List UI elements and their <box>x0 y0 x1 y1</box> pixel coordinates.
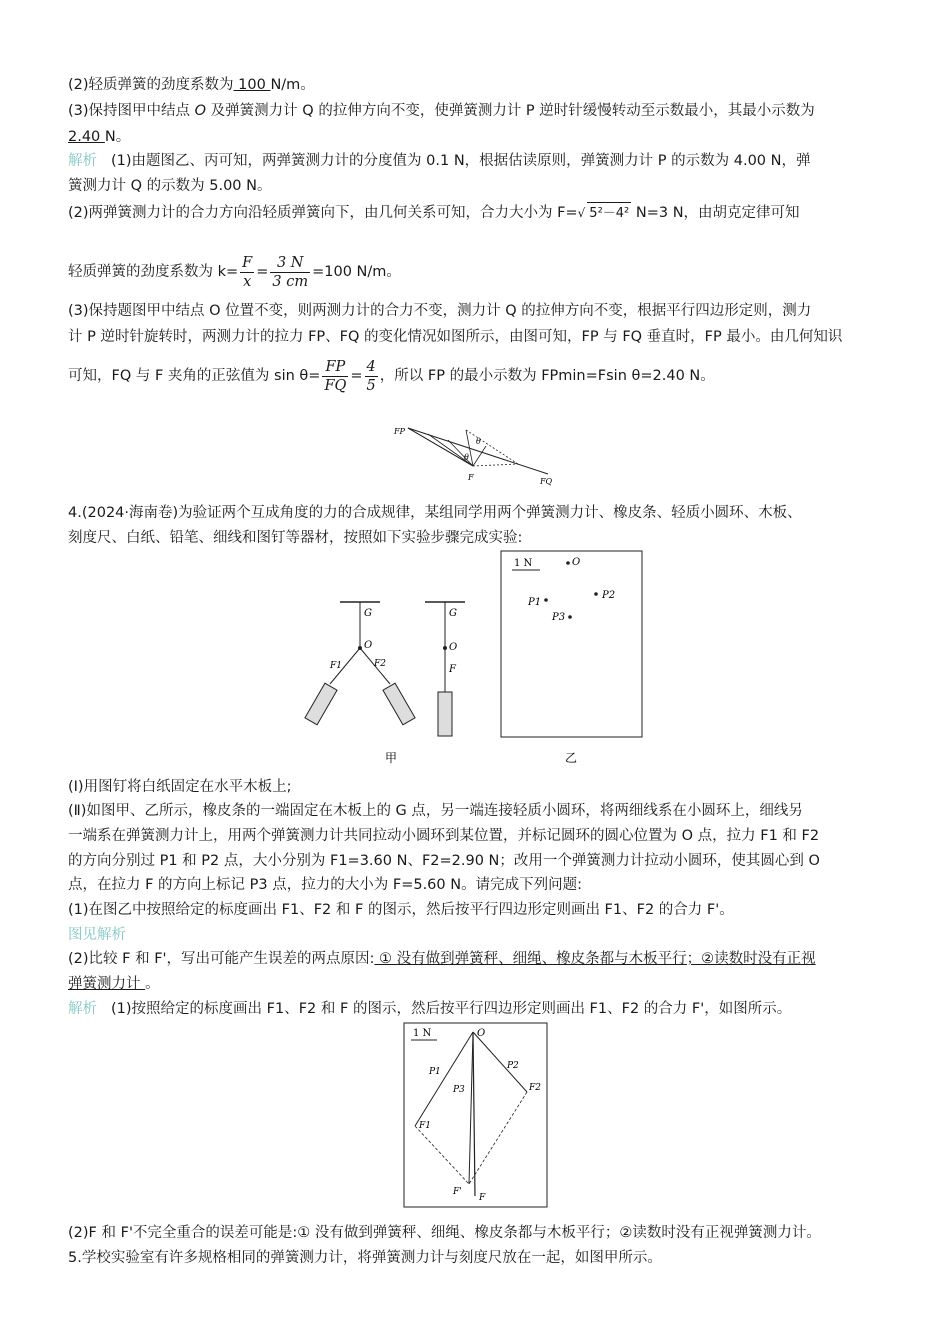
answer-blank: 弹簧测力计 <box>68 976 146 992</box>
answer-blank: 100 <box>233 77 271 93</box>
text: 点，在拉力 F 的方向上标记 P3 点，拉力的大小为 F=5.60 N。请完成下列问题: <box>68 877 582 893</box>
den: 3 cm <box>272 273 309 290</box>
label-theta: θ <box>476 437 481 446</box>
label-p1: P1 <box>429 1067 441 1077</box>
den: x <box>243 273 252 290</box>
fprime-arrow <box>469 1032 473 1184</box>
spring-scale-3 <box>438 692 452 736</box>
label-p2: P2 <box>602 590 616 601</box>
num: FP <box>322 358 348 377</box>
step-2b <box>68 825 883 847</box>
label-theta: θ <box>464 453 469 462</box>
answer-line-2 <box>68 74 883 96</box>
den: FQ <box>324 377 347 394</box>
label-f: F <box>449 664 456 675</box>
ray <box>473 446 486 466</box>
caption-jia: 甲 <box>385 751 398 765</box>
paper <box>404 1023 547 1207</box>
text: (1)由题图乙、丙可知，两弹簧测力计的分度值为 0.1 N，根据估读原则，弹簧测力计 P 的示数为 4.00 N，弹 <box>111 153 811 169</box>
analysis-2: (2)两弹簧测力计的合力方向沿轻质弹簧向下，由几何关系可知，合力大小为 F=√ 5²－4² N=3 N，由胡克定律可知 <box>68 202 883 225</box>
force-diagram <box>388 418 568 490</box>
num: 3 N <box>270 254 310 273</box>
num: F <box>242 254 253 271</box>
scale-label: 1 N <box>514 558 533 569</box>
step-2c <box>68 850 883 872</box>
text: 的方向分别过 P1 和 P2 点，大小分别为 F1=3.60 N、F2=2.90 N；改用一个弹簧测力计拉动小圆环，使其圆心到 O <box>68 853 820 869</box>
text: ，所以 FP 的最小示数为 FPmin=Fsin θ=2.40 N。 <box>379 368 715 384</box>
part-1 <box>68 899 883 921</box>
step-2d <box>68 874 883 896</box>
text: 刻度尺、白纸、铅笔、细线和图钉等器材，按照如下实验步骤完成实验: <box>68 530 523 546</box>
part-2 <box>68 948 883 970</box>
text: 一端系在弹簧测力计上，用两个弹簧测力计共同拉动小圆环到某位置，并标记圆环的圆心位置为 O 点，拉力 F1 和 F2 <box>68 828 820 844</box>
point-p3 <box>568 615 572 619</box>
label-o: O <box>364 640 373 651</box>
text: (Ⅱ)如图甲、乙所示，橡皮条的一端固定在木板上的 G 点，另一端连接轻质小圆环，将两细线系在小圆环上，细线另 <box>68 803 803 819</box>
analysis-label: 解析 <box>68 153 97 169</box>
text: (1)在图乙中按照给定的标度画出 F1、F2 和 F 的图示，然后按平行四边形定则画出 F1、F2 的合力 F'。 <box>68 902 734 918</box>
text: 计 P 逆时针旋转时，两测力计的拉力 FP、FQ 的变化情况如图所示，由图可知，FP 与 FQ 垂直时，FP 最小。由几何知识 <box>68 329 843 345</box>
answer-blank: ① 没有做到弹簧秤、细绳、橡皮条都与木板平行；②读数时没有正视 <box>374 951 816 967</box>
text: 轻质弹簧的劲度系数为 k= <box>68 264 239 280</box>
label-g: G <box>449 608 457 619</box>
text: (1)按照给定的标度画出 F1、F2 和 F 的图示，然后按平行四边形定则画出 F1、F2 的合力 F'，如图所示。 <box>111 1001 792 1017</box>
q4-analysis-2 <box>68 1222 883 1244</box>
answer-blank: 2.40 <box>68 129 105 145</box>
label-p3: P3 <box>453 1085 465 1095</box>
q4-stem <box>68 502 883 524</box>
dash <box>473 464 518 466</box>
label-f: F <box>479 1193 486 1203</box>
text: (2)轻质弹簧的劲度系数为 <box>68 77 234 93</box>
spring-scale-1 <box>305 683 337 725</box>
dash-2 <box>469 1092 527 1184</box>
text: N/m。 <box>270 77 315 93</box>
label-f2: F2 <box>374 659 386 669</box>
analysis-label: 解析 <box>68 1001 97 1017</box>
step-1 <box>68 776 883 798</box>
label-f1: F1 <box>330 661 342 671</box>
fraction <box>240 254 254 291</box>
text: =100 N/m。 <box>312 264 401 280</box>
q5-stem <box>68 1247 883 1269</box>
analysis-3c: 可知，FQ 与 F 夹角的正弦值为 sin θ= $\frac{FP}{FQ}$ = $\frac{4}{5}$ ，所以 FP 的最小示数为 FPmin=Fsin θ=2.40 N。 <box>68 358 715 394</box>
text: 4.(2024·海南卷)为验证两个互成角度的力的合成规律，某组同学用两个弹簧测力计、橡皮条、轻质小圆环、木板、 <box>68 505 802 521</box>
q4-stem-2 <box>68 527 883 549</box>
label-fp: FP <box>394 427 405 436</box>
analysis-2c: 轻质弹簧的劲度系数为 k= $\frac{F}{x}$ = $\frac{3 N}{3 cm}$ =100 N/m。 <box>68 254 401 290</box>
fraction <box>365 358 378 395</box>
sqrt-expr: 5²－4² <box>587 202 631 225</box>
point-p2 <box>594 592 598 596</box>
f1-arrow <box>415 1032 473 1126</box>
figure-jia <box>300 596 480 776</box>
label-p3: P3 <box>552 612 566 623</box>
dash-1 <box>415 1126 469 1184</box>
text: 簧测力计 Q 的示数为 5.00 N。 <box>68 178 272 194</box>
fraction <box>322 358 348 395</box>
text: (3)保持题图甲中结点 O 位置不变，则两测力计的合力不变，测力计 Q 的拉伸方向不变，根据平行四边形定则，测力 <box>68 303 812 319</box>
text: 5.学校实验室有许多规格相同的弹簧测力计，将弹簧测力计与刻度尺放在一起，如图甲所示。 <box>68 1250 662 1266</box>
dash <box>466 430 518 464</box>
see-analysis <box>68 924 883 946</box>
label-fq: FQ <box>540 477 553 486</box>
paper <box>501 551 642 737</box>
text: (Ⅰ)用图钉将白纸固定在水平木板上; <box>68 779 292 795</box>
label-f2: F2 <box>529 1083 541 1093</box>
scale-label: 1 N <box>413 1028 432 1039</box>
text: (2)两弹簧测力计的合力方向沿轻质弹簧向下，由几何关系可知，合力大小为 F= <box>68 205 578 221</box>
label-o: O <box>449 642 458 653</box>
text: (3)保持图甲中结点 <box>68 103 195 119</box>
label-o: O <box>572 557 581 568</box>
text: 及弹簧测力计 Q 的拉伸方向不变，使弹簧测力计 P 逆时针缓慢转动至示数最小，其最小示数为 <box>206 103 815 119</box>
label-p2: P2 <box>507 1061 519 1071</box>
var-o: O <box>194 103 207 119</box>
text: 可知，FQ 与 F 夹角的正弦值为 sin θ= <box>68 368 321 384</box>
text: N=3 N，由胡克定律可知 <box>631 205 800 221</box>
analysis-1 <box>68 150 883 172</box>
part-2b <box>68 973 883 995</box>
text: (2)F 和 F'不完全重合的误差可能是:① 没有做到弹簧秤、细绳、橡皮条都与木板平行；②读数时没有正视弹簧测力计。 <box>68 1225 821 1241</box>
solution-figure <box>403 1022 549 1210</box>
label-f: F <box>468 473 474 482</box>
num: 4 <box>366 358 376 375</box>
figure-yi <box>500 550 645 768</box>
point-p1 <box>544 598 548 602</box>
f-arrow <box>473 1032 475 1196</box>
text: N。 <box>104 129 131 145</box>
label-fprime: F' <box>453 1187 462 1197</box>
caption-yi: 乙 <box>565 751 578 765</box>
fraction <box>270 254 310 291</box>
spring-scale-2 <box>383 683 415 725</box>
analysis-3 <box>68 300 883 322</box>
q4-analysis-1 <box>68 998 883 1020</box>
text: 。 <box>145 976 160 992</box>
text: (2)比较 F 和 F'，写出可能产生误差的两点原因: <box>68 951 375 967</box>
analysis-1b <box>68 175 883 197</box>
label-o: O <box>477 1028 486 1039</box>
label-f1: F1 <box>419 1121 431 1131</box>
answer-line-3 <box>68 100 883 122</box>
analysis-3b <box>68 326 883 348</box>
point-o <box>566 561 570 565</box>
label-p1: P1 <box>528 597 542 608</box>
label-g: G <box>364 608 372 619</box>
see-analysis-label: 图见解析 <box>68 927 126 943</box>
answer-line-3b <box>68 126 883 148</box>
den: 5 <box>366 377 376 394</box>
step-2a <box>68 800 883 822</box>
f2-arrow <box>473 1032 527 1092</box>
